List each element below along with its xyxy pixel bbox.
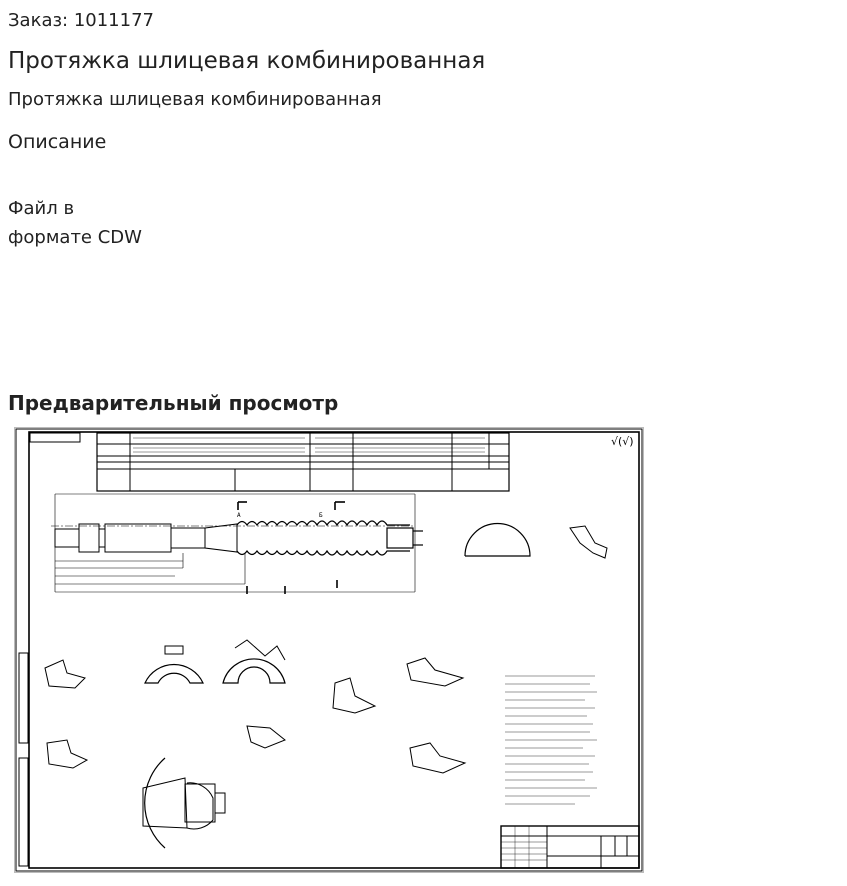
file-format-line1: Файл в <box>8 198 75 219</box>
product-title: Протяжка шлицевая комбинированная <box>8 48 486 74</box>
order-number: Заказ: 1011177 <box>8 10 154 31</box>
file-format-line2: формате CDW <box>8 227 142 248</box>
drawing-image <box>15 428 643 872</box>
product-subtitle: Протяжка шлицевая комбинированная <box>8 89 382 110</box>
file-format-info <box>8 194 208 252</box>
preview-heading: Предварительный просмотр <box>8 391 339 415</box>
section-label-b: Б <box>319 512 323 519</box>
technical-drawing-preview[interactable] <box>14 427 644 873</box>
description-label: Описание <box>8 131 107 153</box>
roughness-symbol: √(√) <box>611 435 634 448</box>
section-label-a: А <box>237 512 241 519</box>
